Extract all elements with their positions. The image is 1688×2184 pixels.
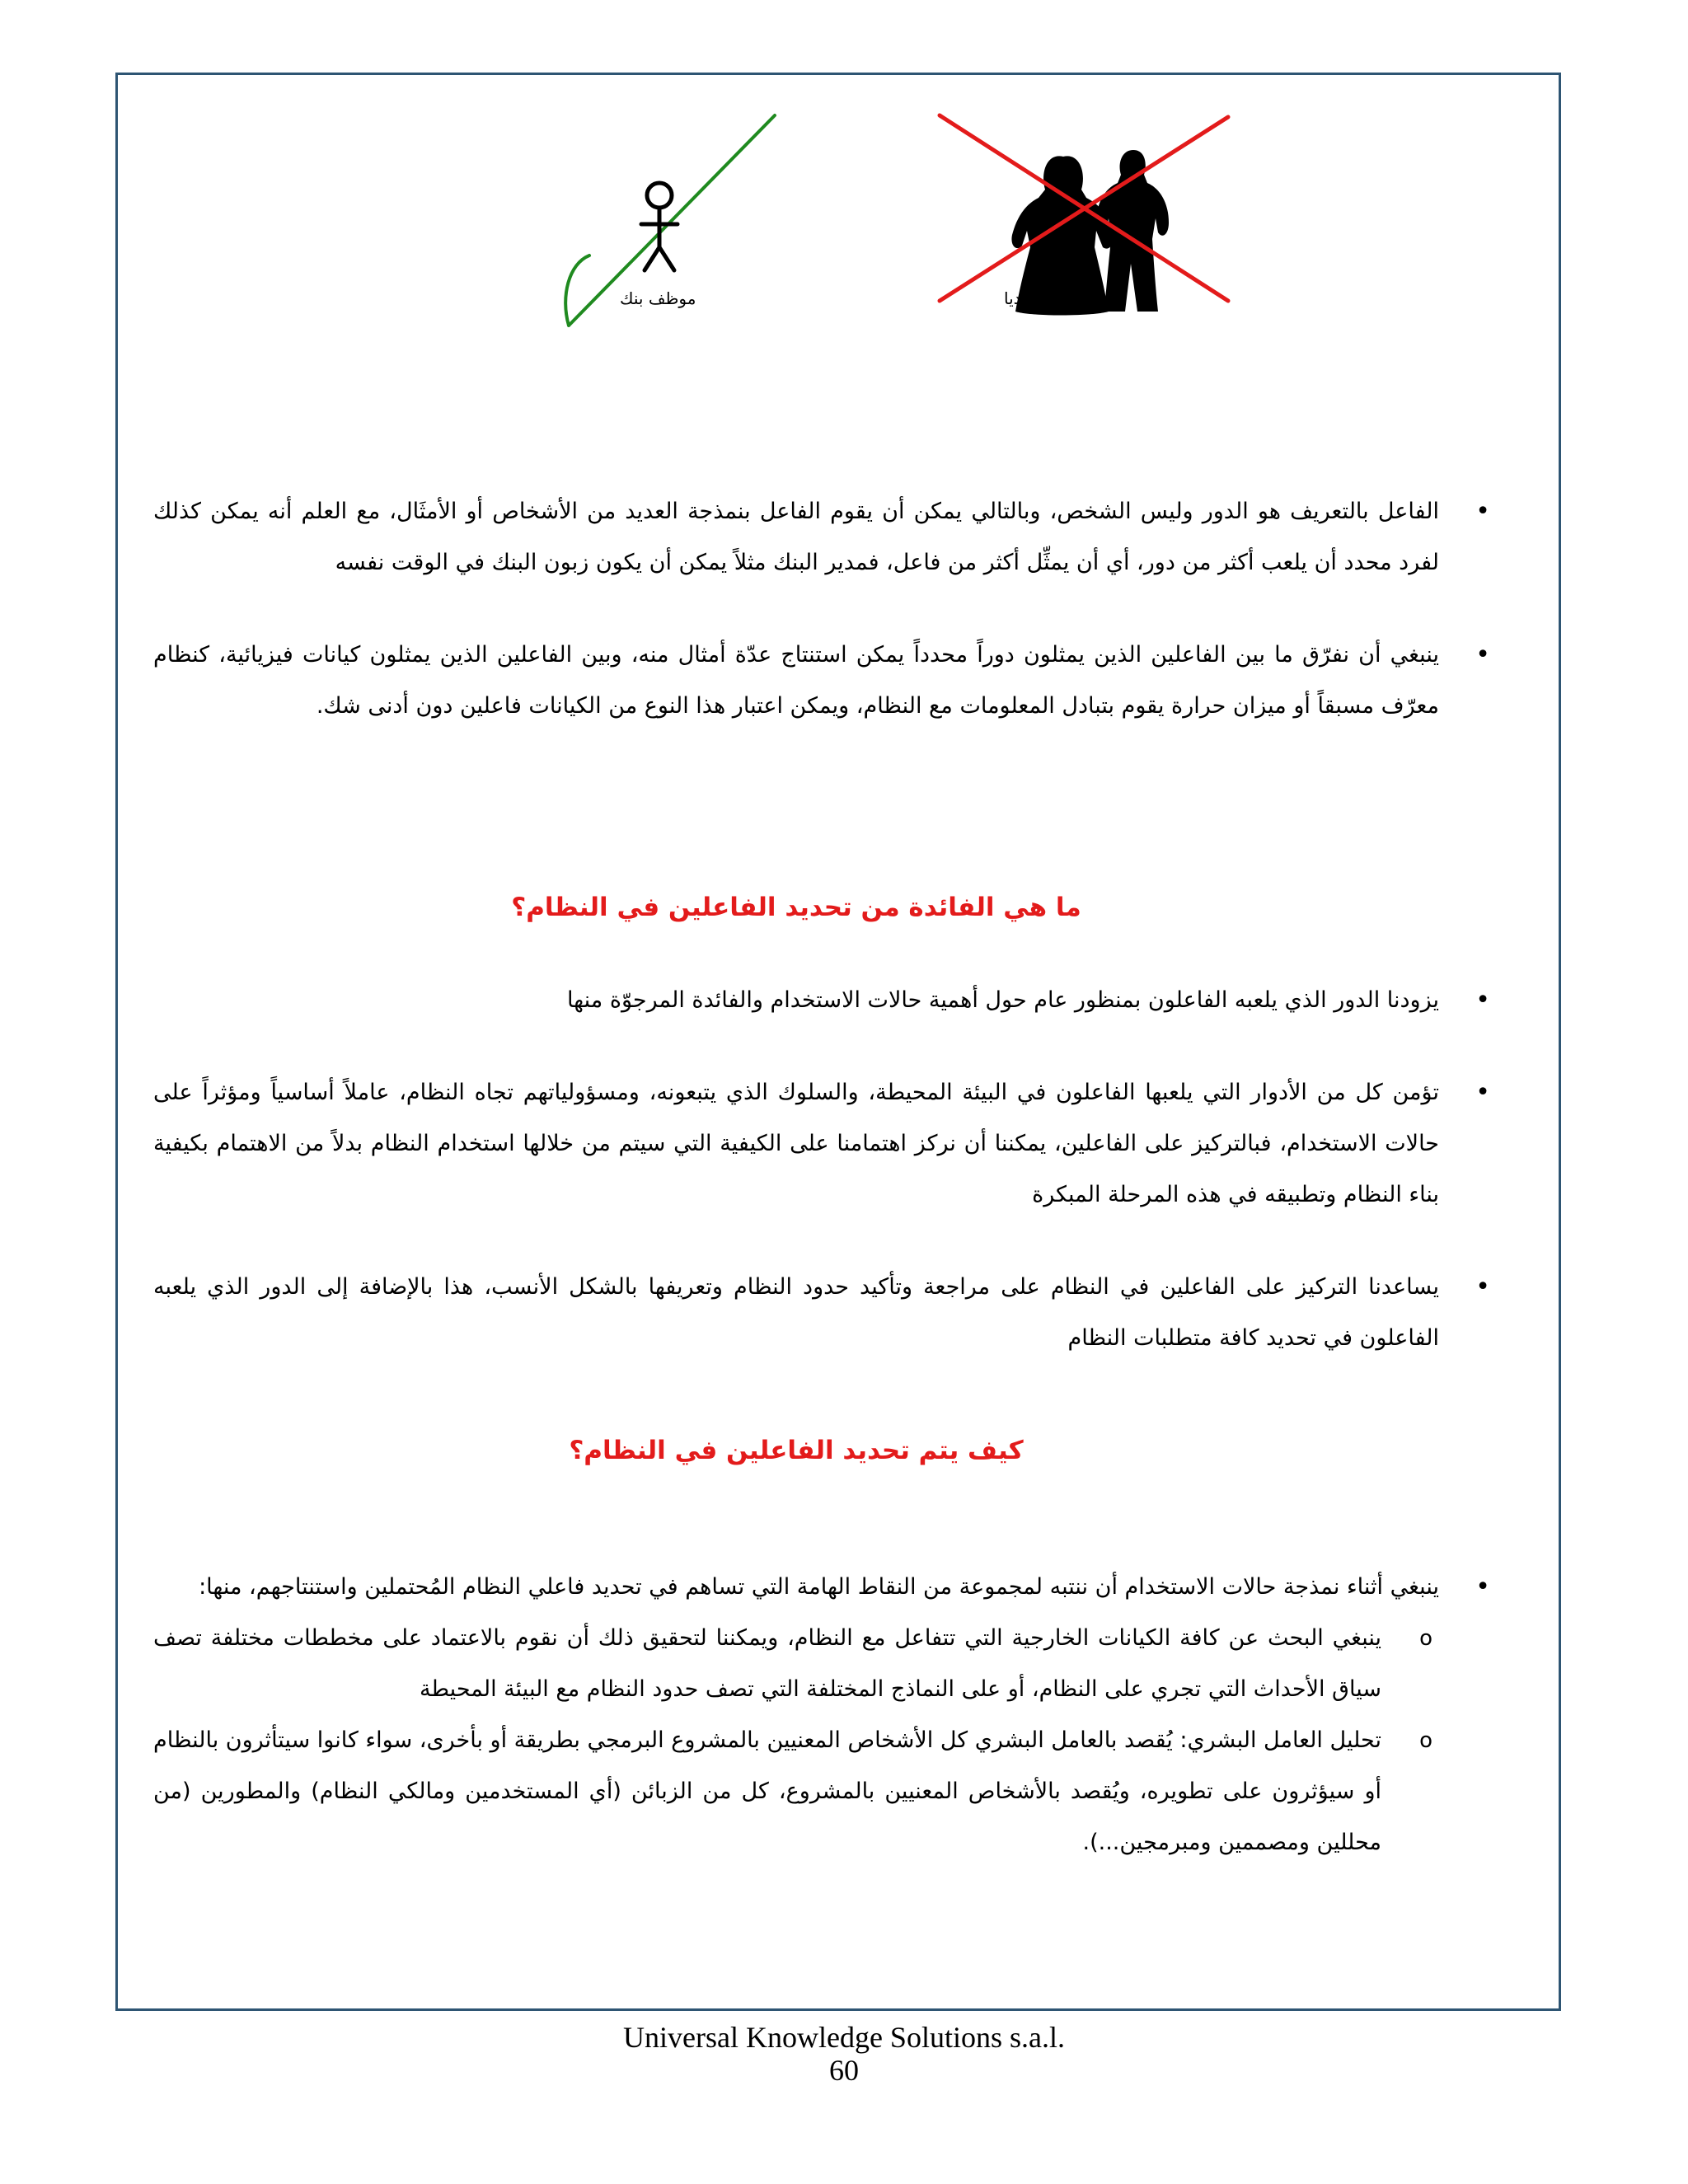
benefit-bullets [153,975,1439,1364]
footer-company: Universal Knowledge Solutions s.a.l. [623,2021,1065,2054]
stick-figure-icon [641,183,678,270]
heading-how: كيف يتم تحديد الفاعلين في النظام؟ [569,1436,1024,1465]
bullet-physical-entities: • ينبغي أن نفرّق ما بين الفاعلين الذين يمثلون دوراً محدداً يمكن استنتاج عدّة أمثال منه، وبين الفاعلين الذين يمثلون كيانات فيزيائية، كنظام معرّف مسبقاً أو ميزان حرارة يقوم بتبادل المعلومات مع النظام، ويمكن اعتبار هذا النوع من الكيانات فاعلين دون أدنى شك. [153,630,1439,732]
actor-illustration [0,0,1688,346]
sub-item-human-factor: o تحليل العامل البشري: يُقصد بالعامل البشري كل الأشخاص المعنيين بالمشروع البرمجي بطريقة أو بأخرى، سواء كانوا سيتأثرون بالنظام أو سيؤثرون على تطويره، ويُقصد بالأشخاص المعنيين بالمشروع، كل من الزبائن (أي المستخدمين ومالكي النظام) والمطورين (من محللين ومصممين ومبرمجين...). [153,1715,1381,1868]
bullet-actor-definition: • الفاعل بالتعريف هو الدور وليس الشخص، وبالتالي يمكن أن يقوم الفاعل بنمذجة العديد من الأشخاص أو الأمثَال، مع العلم أنه يمكن كذلك لفرد محدد أن يلعب أكثر من دور، أي أن يمثِّل أكثر من فاعل، فمدير البنك مثلاً يمكن أن يكون زبون البنك في الوقت نفسه [153,486,1439,588]
bullet-benefit-1: • يزودنا الدور الذي يلعبه الفاعلون بمنظور عام حول أهمية حالات الاستخدام والفائدة المرجوّة منها [153,975,1439,1026]
label-fadia: فاديا [1004,288,1034,308]
bullet-how: • ينبغي أثناء نمذجة حالات الاستخدام أن ننتبه لمجموعة من النقاط الهامة التي تساهم في تحديد فاعلي النظام المُحتملين واستنتاجهم، منها: [153,1562,1439,1613]
sub-item-external-entities: o ينبغي البحث عن كافة الكيانات الخارجية التي تتفاعل مع النظام، ويمكننا لتحقيق ذلك أن نقوم بالاعتماد على مخططات مختلفة تصف سياق الأحداث التي تجري على النظام، أو على النماذج المختلفة التي تصف حدود النظام مع البيئة المحيطة [153,1613,1381,1715]
label-hussam: حسام [1086,288,1127,308]
how-bullets [153,1562,1439,1868]
heading-benefit: ما هي الفائدة من تحديد الفاعلين في النظام؟ [511,893,1081,922]
bullet-benefit-2: • تؤمن كل من الأدوار التي يلعبها الفاعلون في البيئة المحيطة، والسلوك الذي يتبعونه، ومسؤولياتهم تجاه النظام، عاملاً أساسياً ومؤثراً على حالات الاستخدام، فبالتركيز على الفاعلين، يمكننا أن نركز اهتمامنا على الكيفية التي سيتم من خلالها استخدام النظام بدلاً من الاهتمام بكيفية بناء النظام وتطبيقه في هذه المرحلة المبكرة [153,1067,1439,1221]
bullet-benefit-3: • يساعدنا التركيز على الفاعلين في النظام على مراجعة وتأكيد حدود النظام وتعريفها بالشكل الأنسب، هذا بالإضافة إلى الدور الذي يلعبه الفاعلون في تحديد كافة متطلبات النظام [153,1262,1439,1364]
label-bank-employee: موظف بنك [620,288,696,308]
page-number: 60 [829,2054,859,2087]
intro-bullets [153,486,1439,732]
